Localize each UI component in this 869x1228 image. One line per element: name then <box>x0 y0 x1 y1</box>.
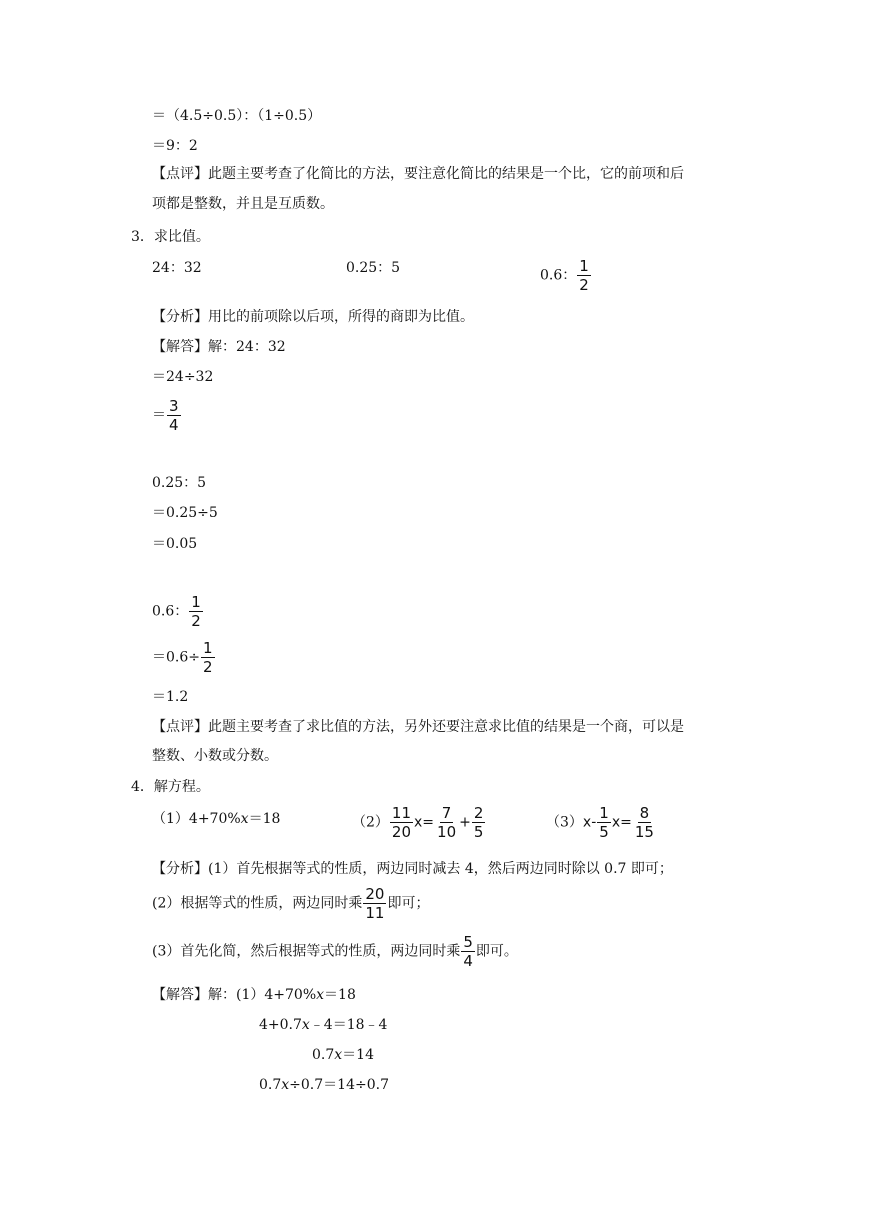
answer-line: 0.7x＝14 <box>312 1047 374 1063</box>
answer-line: 0.7x÷0.7＝14÷0.7 <box>259 1077 389 1093</box>
analysis-line: 【分析】(1）首先根据等式的性质，两边同时减去 4，然后两边同时除以 0.7 即可； <box>152 861 673 877</box>
answer-line: ＝0.6÷ $\frac{1}{2}$ <box>152 639 213 676</box>
answer-line: ＝1.2 <box>152 689 189 705</box>
question-3-heading: 3．求比值。 <box>131 229 210 245</box>
fraction: $\frac{1}{5}$ <box>599 804 609 841</box>
fraction: $\frac{1}{2}$ <box>579 257 589 294</box>
fraction: $\frac{3}{4}$ <box>169 397 179 434</box>
equation-item: （3）x- $\frac{1}{5}$ x= $\frac{8}{15}$ <box>546 804 654 841</box>
fraction: $\frac{2}{5}$ <box>473 804 484 841</box>
equation-item: （2） $\frac{11}{20}$ x= $\frac{7}{10}$ + $\frac{2}{5}$ <box>352 804 484 841</box>
fraction: $\frac{20}{11}$ <box>365 885 385 922</box>
ratio-item: 24：32 <box>152 260 202 276</box>
comment-line: 整数、小数或分数。 <box>152 748 278 764</box>
answer-line: ＝ $\frac{3}{4}$ <box>152 397 179 434</box>
answer-line: ＝24÷32 <box>152 369 214 385</box>
equation-item: （1）4+70%x＝18 <box>152 811 281 827</box>
fraction: $\frac{1}{2}$ <box>191 593 201 630</box>
ratio-item: 0.25：5 <box>346 260 401 276</box>
fraction: $\frac{5}{4}$ <box>463 933 473 970</box>
comment-line: 项都是整数，并且是互质数。 <box>152 196 334 212</box>
question-4-heading: 4．解方程。 <box>131 779 210 795</box>
comment-line: 【点评】此题主要考查了化简比的方法，要注意化简比的结果是一个比，它的前项和后 <box>152 166 684 182</box>
text-line: ＝9：2 <box>152 138 198 154</box>
answer-line: 4+0.7x﹣4＝18﹣4 <box>259 1017 388 1033</box>
fraction: $\frac{7}{10}$ <box>437 804 457 841</box>
fraction: $\frac{1}{2}$ <box>203 639 213 676</box>
answer-line: 0.25：5 <box>152 475 207 491</box>
answer-line: 【解答】解：24：32 <box>152 339 286 355</box>
fraction: $\frac{11}{20}$ <box>391 804 412 841</box>
analysis-line: (3）首先化简，然后根据等式的性质，两边同时乘 $\frac{5}{4}$ 即可。 <box>152 933 518 970</box>
answer-line: 0.6： $\frac{1}{2}$ <box>152 593 201 630</box>
analysis-line: 【分析】用比的前项除以后项，所得的商即为比值。 <box>152 309 474 325</box>
ratio-prefix: 0.6： <box>540 267 577 284</box>
ratio-item <box>540 258 592 293</box>
comment-line: 【点评】此题主要考查了求比值的方法，另外还要注意求比值的结果是一个商，可以是 <box>152 719 684 735</box>
answer-line: 【解答】解：(1）4+70%x＝18 <box>152 987 356 1003</box>
fraction: $\frac{8}{15}$ <box>634 804 654 841</box>
answer-line: ＝0.05 <box>152 536 198 552</box>
analysis-line: (2）根据等式的性质，两边同时乘 $\frac{20}{11}$ 即可； <box>152 885 430 922</box>
text-line: ＝（4.5÷0.5）：（1÷0.5） <box>152 108 322 124</box>
answer-line: ＝0.25÷5 <box>152 505 218 521</box>
